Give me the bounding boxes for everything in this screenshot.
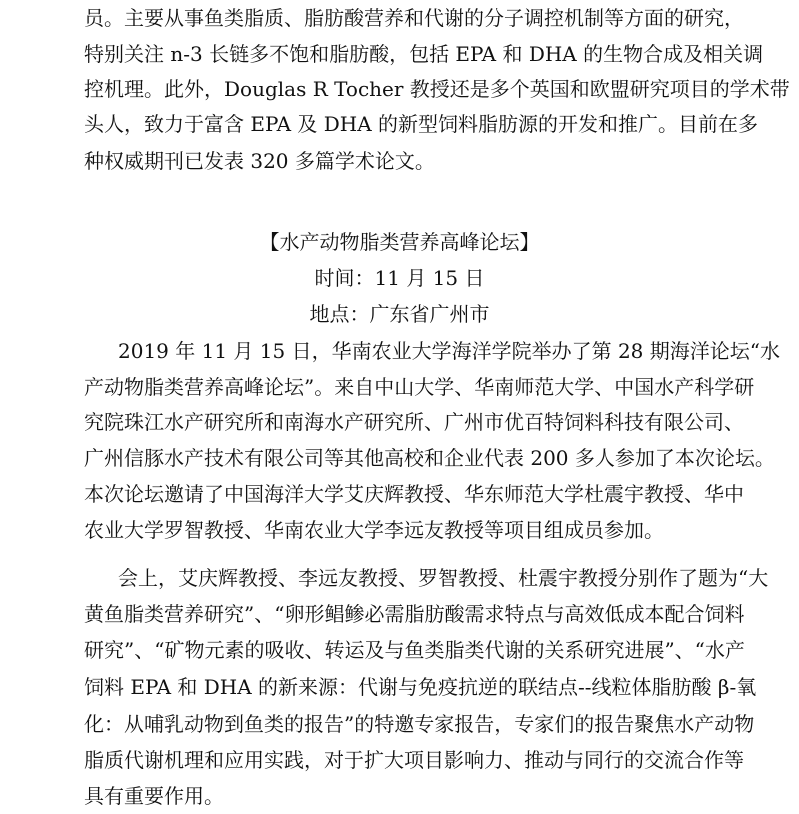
text-line: 2019 年 11 月 15 日，华南农业大学海洋学院举办了第 28 期海洋论坛“水 [118,339,780,363]
text-line: 会上，艾庆辉教授、李远友教授、罗智教授、杜震宇教授分别作了题为“大 [118,566,769,590]
text-line: 广州信豚水产技术有限公司等其他高校和企业代表 200 多人参加了本次论坛。 [84,446,775,470]
text-line: 化：从哺乳动物到鱼类的报告”的特邀专家报告，专家们的报告聚焦水产动物 [84,712,755,736]
text-line: 农业大学罗智教授、华南农业大学李远友教授等项目组成员参加。 [84,518,664,542]
text-line: 饲料 EPA 和 DHA 的新来源：代谢与免疫抗逆的联结点--线粒体脂肪酸 β-氧 [84,675,757,699]
text-line: 本次论坛邀请了中国海洋大学艾庆辉教授、华东师范大学杜震宇教授、华中 [84,482,744,506]
text-line: 种权威期刊已发表 320 多篇学术论文。 [84,149,435,173]
text-line: 具有重要作用。 [84,784,224,808]
text-line: 究院珠江水产研究所和南海水产研究所、广州市优百特饲料科技有限公司、 [84,410,744,434]
text-line: 脂质代谢机理和应用实践，对于扩大项目影响力、推动与同行的交流合作等 [84,748,744,772]
text-line: 黄鱼脂类营养研究”、“卵形鲳鲹必需脂肪酸需求特点与高效低成本配合饲料 [84,602,745,626]
forum-location: 地点：广东省广州市 [309,302,490,326]
text-line: 产动物脂类营养高峰论坛”。来自中山大学、华南师范大学、中国水产科学研 [84,375,755,399]
text-line: 头人，致力于富含 EPA 及 DHA 的新型饲料脂肪源的开发和推广。目前在多 [84,112,759,136]
text-line: 特别关注 n-3 长链多不饱和脂肪酸，包括 EPA 和 DHA 的生物合成及相关调 [84,42,764,66]
text-line: 研究”、“矿物元素的吸收、转运及与鱼类脂类代谢的关系研究进展”、“水产 [84,638,745,662]
text-line: 控机理。此外，Douglas R Tocher 教授还是多个英国和欧盟研究项目的学术带 [84,77,790,101]
text-line: 员。主要从事鱼类脂质、脂肪酸营养和代谢的分子调控机制等方面的研究， [84,6,744,30]
forum-time: 时间：11 月 15 日 [314,266,485,290]
forum-title: 【水产动物脂类营养高峰论坛】 [259,230,540,254]
